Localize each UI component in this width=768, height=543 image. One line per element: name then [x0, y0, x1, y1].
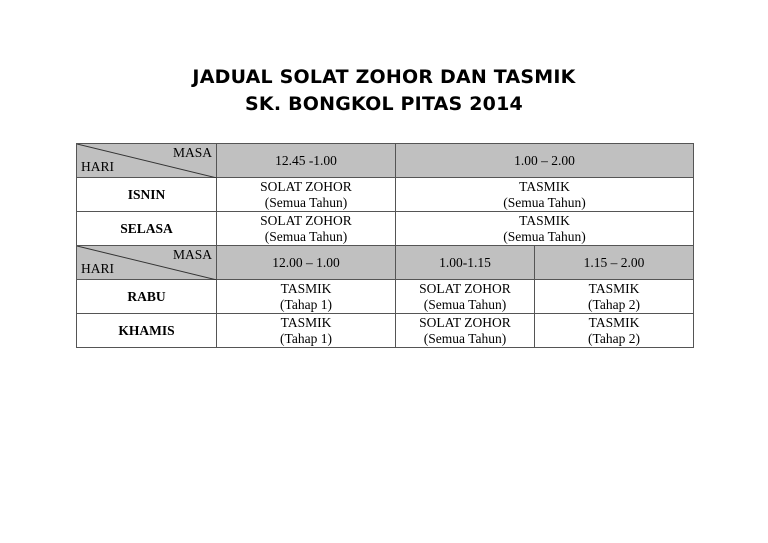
activity-cell — [217, 280, 396, 314]
activity-cell — [396, 212, 694, 246]
activity-name: TASMIK — [588, 314, 640, 330]
activity-name: SOLAT ZOHOR — [260, 178, 352, 194]
activity-name: TASMIK — [280, 280, 332, 296]
activity-name: SOLAT ZOHOR — [419, 280, 511, 296]
table-row — [77, 314, 694, 348]
activity-name: TASMIK — [519, 178, 570, 194]
activity-name: SOLAT ZOHOR — [419, 314, 511, 330]
time-slot-header: 12.45 -1.00 — [217, 144, 396, 178]
activity-cell — [217, 314, 396, 348]
corner-cell — [77, 144, 217, 178]
masa-label: MASA — [172, 145, 212, 160]
day-cell: SELASA — [77, 212, 217, 246]
activity-name: TASMIK — [519, 212, 570, 228]
document-title: JADUAL SOLAT ZOHOR DAN TASMIK — [192, 66, 576, 88]
activity-cell — [535, 280, 694, 314]
table-row — [77, 212, 694, 246]
activity-name: TASMIK — [280, 314, 332, 330]
day-cell: KHAMIS — [77, 314, 217, 348]
activity-cell — [217, 212, 396, 246]
activity-group: (Semua Tahun) — [503, 194, 586, 210]
activity-cell — [396, 280, 535, 314]
time-slot-header: 1.00-1.15 — [396, 246, 535, 280]
activity-name: SOLAT ZOHOR — [260, 212, 352, 228]
corner-cell — [77, 246, 217, 280]
day-cell: RABU — [77, 280, 217, 314]
activity-name: TASMIK — [588, 280, 640, 296]
day-cell: ISNIN — [77, 178, 217, 212]
schedule-table — [76, 143, 694, 348]
activity-group: (Semua Tahun) — [423, 330, 507, 346]
time-slot-header: 12.00 – 1.00 — [217, 246, 396, 280]
masa-label: MASA — [172, 247, 212, 262]
table-row — [77, 178, 694, 212]
activity-cell — [396, 178, 694, 212]
time-slot-header: 1.15 – 2.00 — [535, 246, 694, 280]
activity-group: (Tahap 2) — [588, 296, 640, 312]
document-subtitle: SK. BONGKOL PITAS 2014 — [245, 93, 523, 115]
table-row — [77, 280, 694, 314]
activity-cell — [535, 314, 694, 348]
activity-cell — [217, 178, 396, 212]
section1-header-row — [77, 144, 694, 178]
activity-cell — [396, 314, 535, 348]
section2-header-row — [77, 246, 694, 280]
activity-group: (Semua Tahun) — [264, 228, 348, 244]
activity-group: (Semua Tahun) — [503, 228, 586, 244]
activity-group: (Tahap 1) — [280, 296, 332, 312]
activity-group: (Tahap 2) — [588, 330, 640, 346]
activity-group: (Semua Tahun) — [264, 194, 348, 210]
hari-label: HARI — [81, 159, 114, 174]
activity-group: (Tahap 1) — [280, 330, 332, 346]
time-slot-header: 1.00 – 2.00 — [396, 144, 694, 178]
activity-group: (Semua Tahun) — [423, 296, 507, 312]
hari-label: HARI — [81, 261, 114, 276]
